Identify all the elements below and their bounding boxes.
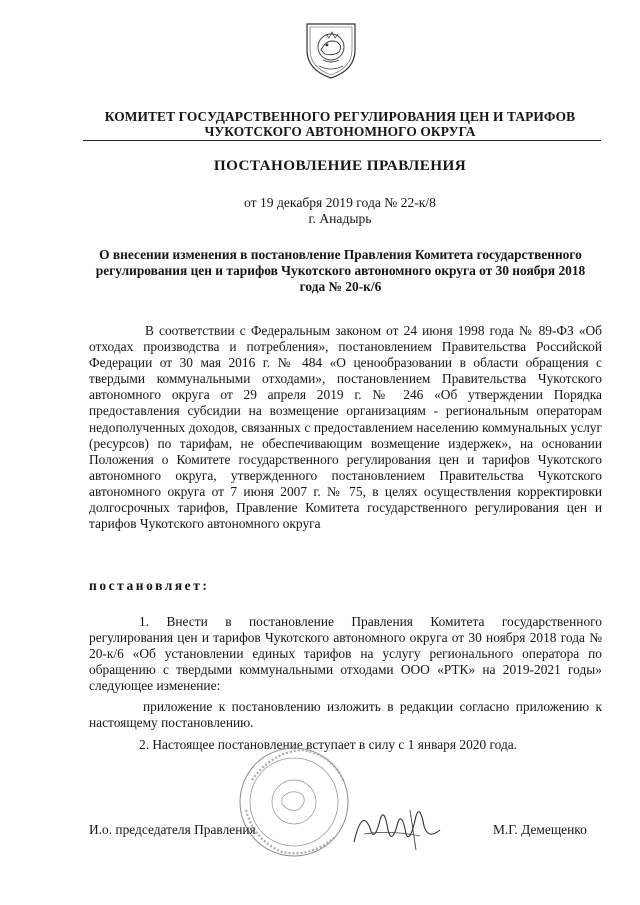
seal-stamp-icon <box>232 740 362 860</box>
org-name-line1: КОМИТЕТ ГОСУДАРСТВЕННОГО РЕГУЛИРОВАНИЯ ЦЕН И ТАРИФОВ <box>104 109 576 124</box>
handwritten-signature-icon <box>350 800 445 855</box>
document-place: г. Анадырь <box>308 211 372 226</box>
preamble-paragraph: В соответствии с Федеральным законом от 24 июня 1998 года № 89-ФЗ «Об отходах производства и потребления», постановлением Правительства Российской Федерации от 30 мая 2016 г. № 484 «О ценообразовании в области обращения с твердыми коммунальными отходами», постановлением Правительства Чукотского автономного округа от 29 апреля 2019 г. № 246 «Об утверждении Порядка предоставления субсидии на возмещение организациям - региональным операторам недополученных доходов, связанных с предоставлением населению коммунальных услуг (ресурсов) по тарифам, не обеспечивающим возмещение издержек», на основании Положения о Комитете государственного регулирования цен и тарифов Чукотского автономного округа, утвержденного постановлением Правительства Чукотского автономного округа от 7 июня 2007 г. № 75, в целях осуществления корректировки долгосрочных тарифов, Правление Комитета государственного регулирования цен и тарифов Чукотского автономного округа <box>89 323 602 532</box>
header-divider <box>83 140 601 141</box>
signatory-name: М.Г. Демещенко <box>493 822 587 837</box>
decree-item-2: 2. Настоящее постановление вступает в силу с 1 января 2020 года. <box>139 737 518 752</box>
coat-of-arms-icon <box>301 20 361 82</box>
org-name-line2: ЧУКОТСКОГО АВТОНОМНОГО ОКРУГА <box>204 124 476 139</box>
decree-item-1-change: приложение к постановлению изложить в редакции согласно приложению к настоящему постановлению. <box>89 699 602 731</box>
document-subject: О внесении изменения в постановление Правления Комитета государственного регулирования цен и тарифов Чукотского автономного округа от 30 ноября 2018 года № 20-к/6 <box>95 247 586 294</box>
decree-item-1: 1. Внести в постановление Правления Комитета государственного регулирования цен и тарифов Чукотского автономного округа от 30 ноября 2018 года № 20-к/6 «Об установлении единых тарифов на услугу регионального оператора по обращению с твердыми коммунальными отходами ООО «РТК» на 2019-2021 годы» следующее изменение: <box>89 614 602 694</box>
document-date-number: от 19 декабря 2019 года № 22-к/8 <box>244 195 436 210</box>
signatory-role: И.о. председателя Правления <box>89 822 256 837</box>
decree-word: постановляет: <box>89 578 210 593</box>
document-type-title: ПОСТАНОВЛЕНИЕ ПРАВЛЕНИЯ <box>213 157 467 174</box>
